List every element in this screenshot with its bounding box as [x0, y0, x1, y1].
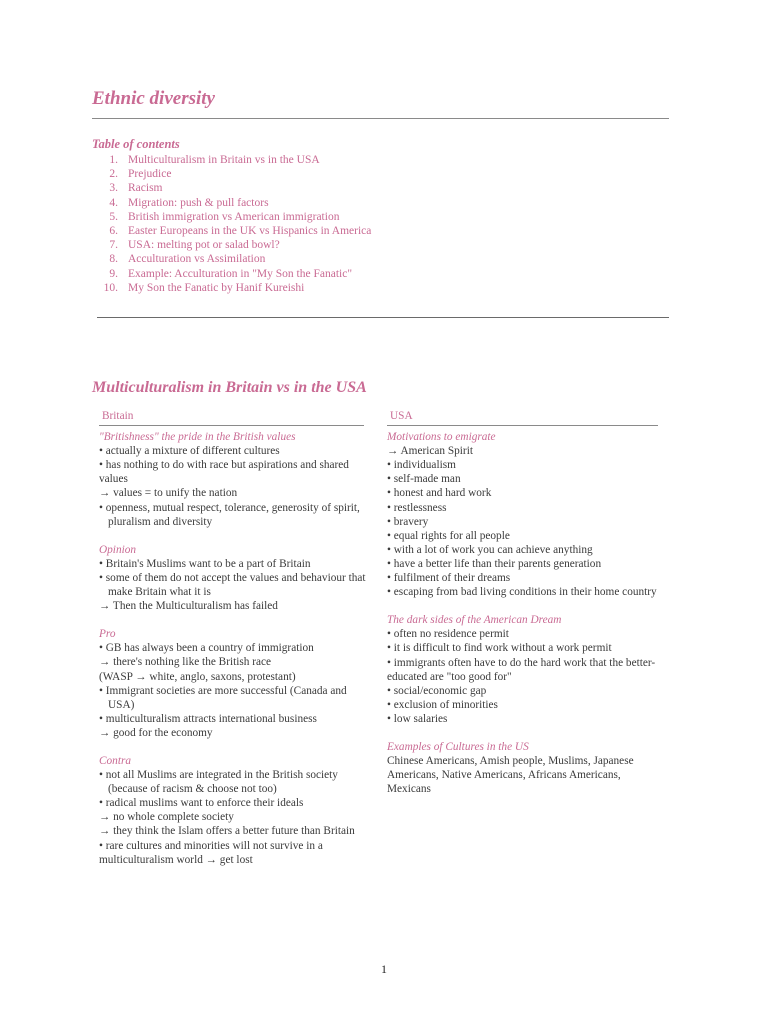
toc-item-number: 3. [109, 182, 118, 195]
dark-sides-line: • it is difficult to find work without a work permit [387, 642, 612, 655]
usa-column [387, 409, 659, 810]
toc-item-number: 5. [109, 210, 118, 223]
motivations-line: • equal rights for all people [387, 529, 510, 542]
toc-item [92, 238, 371, 252]
britishness-block [99, 430, 371, 529]
motivations-line: • restlessness [387, 501, 447, 514]
opinion-line: • some of them do not accept the values and behaviour that make Britain what it is [99, 571, 366, 599]
toc-item [92, 267, 371, 281]
section-title: Multiculturalism in Britain vs in the USA [92, 379, 367, 396]
britishness-line: • has nothing to do with race but aspirations and shared values [99, 459, 349, 486]
britishness-line: • openness, mutual respect, tolerance, generosity of spirit, pluralism and diversity [99, 501, 360, 528]
table-of-contents [92, 153, 371, 295]
toc-item [92, 167, 371, 181]
contra-block [99, 754, 371, 867]
contra-line: • radical muslims want to enforce their ideals [99, 797, 304, 810]
page-number: 1 [381, 962, 387, 976]
toc-item [92, 196, 371, 210]
motivations-heading: Motivations to emigrate [387, 431, 496, 444]
motivations-line: • escaping from bad living conditions in their home country [387, 586, 657, 599]
toc-item-number: 4. [109, 196, 118, 209]
toc-item [92, 153, 371, 167]
pro-line: • multiculturalism attracts international business [99, 712, 317, 725]
britishness-heading: "Britishness" the pride in the British values [99, 431, 296, 444]
dark-sides-line: • social/economic gap [387, 684, 487, 697]
examples-heading: Examples of Cultures in the US [387, 740, 529, 753]
dark-sides-heading: The dark sides of the American Dream [387, 614, 562, 627]
toc-item-number: 10. [103, 281, 118, 294]
britishness-line: • actually a mixture of different cultures [99, 445, 280, 458]
toc-item-label: USA: melting pot or salad bowl? [128, 239, 280, 252]
examples-block [387, 740, 659, 796]
toc-item-label: Migration: push & pull factors [128, 196, 269, 209]
toc-item [92, 181, 371, 195]
motivations-line: • with a lot of work you can achieve anything [387, 543, 593, 556]
motivations-line: • fulfilment of their dreams [387, 572, 511, 585]
motivations-line: • honest and hard work [387, 487, 492, 500]
opinion-block [99, 543, 371, 613]
dark-sides-line: • low salaries [387, 712, 448, 725]
title-divider [92, 118, 669, 119]
contra-line: • rare cultures and minorities will not survive in a multiculturalism world → get lost [99, 839, 323, 866]
pro-line: → there's nothing like the British race [99, 656, 272, 669]
toc-item-number: 9. [109, 267, 118, 280]
toc-item [92, 210, 371, 224]
motivations-line: • individualism [387, 459, 456, 472]
toc-item-label: Multiculturalism in Britain vs in the USA [128, 154, 320, 166]
opinion-line: → Then the Multiculturalism has failed [99, 600, 278, 613]
contra-line: • not all Muslims are integrated in the British society (because of racism & choose not too) [99, 769, 338, 796]
motivations-line: • self-made man [387, 473, 461, 486]
toc-item [92, 252, 371, 266]
toc-item-label: Example: Acculturation in "My Son the Fanatic" [128, 267, 353, 280]
opinion-heading: Opinion [99, 543, 137, 556]
toc-item-number: 8. [109, 253, 118, 266]
toc-item-number: 2. [109, 168, 118, 181]
toc-item-label: My Son the Fanatic by Hanif Kureishi [128, 281, 305, 294]
motivations-line: • have a better life than their parents generation [387, 557, 602, 570]
contra-line: → they think the Islam offers a better future than Britain [99, 825, 355, 838]
britishness-line: → values = to unify the nation [99, 487, 238, 500]
motivations-line: • bravery [387, 515, 429, 528]
pro-line: • Immigrant societies are more successful (Canada and USA) [99, 684, 347, 711]
toc-heading: Table of contents [92, 137, 180, 151]
toc-item-number: 7. [109, 239, 118, 252]
pro-block [99, 627, 371, 740]
examples-text: Chinese Americans, Amish people, Muslims, Japanese Americans, Native Americans, Africans Americans, Mexicans [387, 755, 634, 796]
pro-line: → good for the economy [99, 726, 213, 739]
toc-item [92, 281, 371, 295]
dark-sides-block [387, 613, 659, 726]
toc-item-number: 6. [109, 225, 118, 238]
pro-line: (WASP → white, anglo, saxons, protestant) [99, 670, 296, 683]
motivations-line: → American Spirit [387, 445, 473, 458]
toc-divider [97, 317, 669, 318]
contra-heading: Contra [99, 754, 132, 767]
usa-column-header: USA [387, 409, 658, 426]
contra-line: → no whole complete society [99, 811, 234, 824]
britain-column-header: Britain [99, 409, 364, 426]
motivations-block [387, 430, 659, 599]
dark-sides-line: • exclusion of minorities [387, 698, 498, 711]
britain-column [99, 409, 371, 881]
opinion-line: • Britain's Muslims want to be a part of Britain [99, 557, 311, 570]
toc-item [92, 224, 371, 238]
pro-line: • GB has always been a country of immigration [99, 642, 314, 655]
toc-item-label: Prejudice [128, 168, 172, 181]
dark-sides-line: • often no residence permit [387, 628, 509, 641]
toc-item-label: Racism [128, 182, 163, 195]
toc-item-label: Acculturation vs Assimilation [128, 253, 266, 266]
toc-item-label: British immigration vs American immigration [128, 210, 340, 223]
toc-item-label: Easter Europeans in the UK vs Hispanics in America [128, 225, 372, 238]
pro-heading: Pro [99, 628, 116, 641]
document-title: Ethnic diversity [92, 88, 215, 109]
dark-sides-line: • immigrants often have to do the hard work that the better-educated are "too good for" [387, 656, 656, 683]
toc-item-number: 1. [109, 154, 118, 166]
